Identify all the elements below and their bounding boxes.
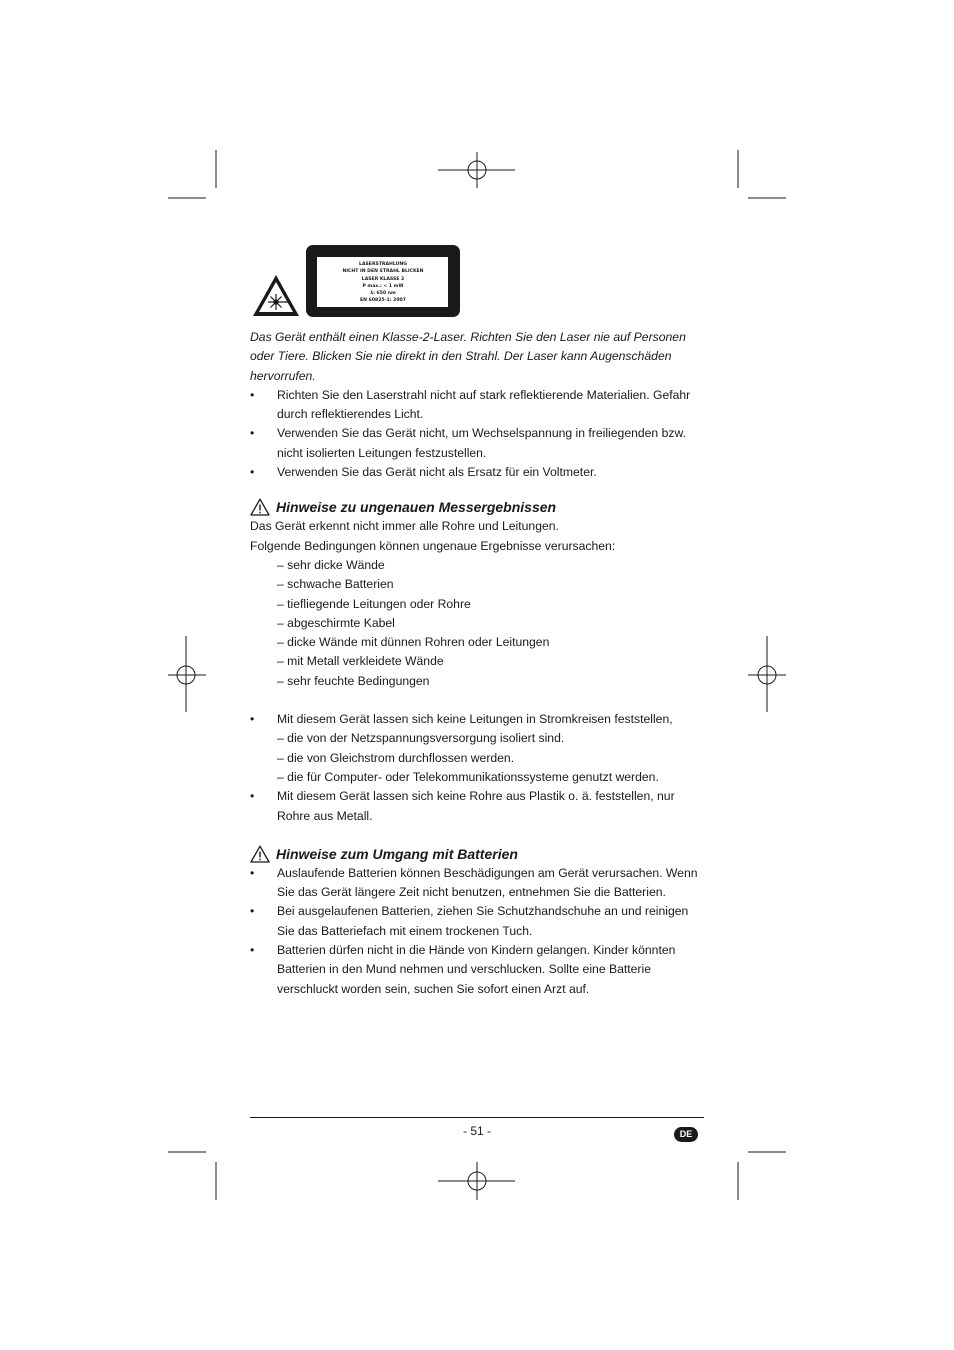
- label-line: P max.: < 1 mW: [362, 283, 404, 289]
- label-line: LASER KLASSE 2: [361, 276, 405, 282]
- section-title: Hinweise zu ungenauen Messergebnissen: [276, 499, 557, 516]
- page-content: [250, 328, 706, 999]
- paragraph: Das Gerät erkennt nicht immer alle Rohre und Leitungen.: [250, 519, 559, 534]
- footer-divider: [250, 1117, 704, 1118]
- condition-item: – dicke Wände mit dünnen Rohren oder Leitungen: [277, 635, 550, 650]
- condition-item: – sehr dicke Wände: [277, 557, 385, 572]
- label-line: λ: 650 nm: [370, 291, 396, 297]
- laser-label-text: [318, 258, 448, 310]
- registration-mark-bottom: [438, 1162, 515, 1200]
- registration-mark-right: [748, 636, 786, 712]
- sub-item: – die von Gleichstrom durchflossen werden.: [277, 750, 515, 765]
- label-line: LASERSTRAHLUNG: [359, 262, 407, 267]
- section-title: Hinweise zum Umgang mit Batterien: [276, 845, 518, 862]
- condition-item: – sehr feuchte Bedingungen: [277, 673, 430, 688]
- section-heading-measurement: [250, 497, 706, 517]
- paragraph: Folgende Bedingungen können ungenaue Ergebnisse verursachen:: [250, 538, 616, 553]
- condition-item: – abgeschirmte Kabel: [277, 615, 395, 630]
- page-number: - 51 -: [462, 1124, 491, 1138]
- list-item: • Batterien dürfen nicht in die Hände von Kindern gelangen. Kinder könnten Batterien in den Mund nehmen und verschlucken. Sollte eine Batterie verschluckt worden sein, suchen Sie sofort einen Arzt auf.: [250, 941, 706, 999]
- laser-intro: Das Gerät enthält einen Klasse-2-Laser. Richten Sie den Laser nie auf Personen oder Tiere. Blicken Sie nie direkt in den Strahl. Der Laser kann Augenschäden hervorrufen.: [250, 330, 686, 383]
- list-item: • Auslaufende Batterien können Beschädigungen am Gerät verursachen. Wenn Sie das Gerät längere Zeit nicht benutzen, entnehmen Sie die Batterien.: [250, 864, 706, 903]
- registration-mark-left: [168, 636, 206, 712]
- warning-triangle-icon: [250, 498, 270, 516]
- language-badge: DE: [674, 1127, 698, 1142]
- sub-item: – die für Computer- oder Telekommunikationssysteme genutzt werden.: [277, 769, 659, 784]
- warning-triangle-icon: [250, 845, 270, 863]
- section-heading-batteries: [250, 844, 706, 864]
- condition-item: – tiefliegende Leitungen oder Rohre: [277, 596, 471, 611]
- label-line: EN 60825-1: 2007: [360, 298, 406, 304]
- list-item: • Verwenden Sie das Gerät nicht als Ersatz für ein Voltmeter.: [250, 463, 706, 482]
- list-item: • Richten Sie den Laserstrahl nicht auf stark reflektierende Materialien. Gefahr durch reflektierendes Licht.: [250, 386, 706, 425]
- label-line: NICHT IN DEN STRAHL BLICKEN: [342, 269, 424, 275]
- list-item: • Verwenden Sie das Gerät nicht, um Wechselspannung in freiliegenden bzw. nicht isolierten Leitungen festzustellen.: [250, 424, 706, 463]
- list-item: • Mit diesem Gerät lassen sich keine Leitungen in Stromkreisen feststellen,: [250, 710, 706, 729]
- sub-item: – die von der Netzspannungsversorgung isoliert sind.: [277, 731, 565, 746]
- registration-mark-top: [438, 152, 515, 188]
- list-item: • Bei ausgelaufenen Batterien, ziehen Sie Schutzhandschuhe an und reinigen Sie das Batteriefach mit einem trockenen Tuch.: [250, 902, 706, 941]
- condition-item: – mit Metall verkleidete Wände: [277, 654, 444, 669]
- list-item: • Mit diesem Gerät lassen sich keine Rohre aus Plastik o. ä. feststellen, nur Rohre aus Metall.: [250, 787, 706, 826]
- laser-hazard-icon: [252, 274, 300, 318]
- condition-item: – schwache Batterien: [277, 577, 394, 592]
